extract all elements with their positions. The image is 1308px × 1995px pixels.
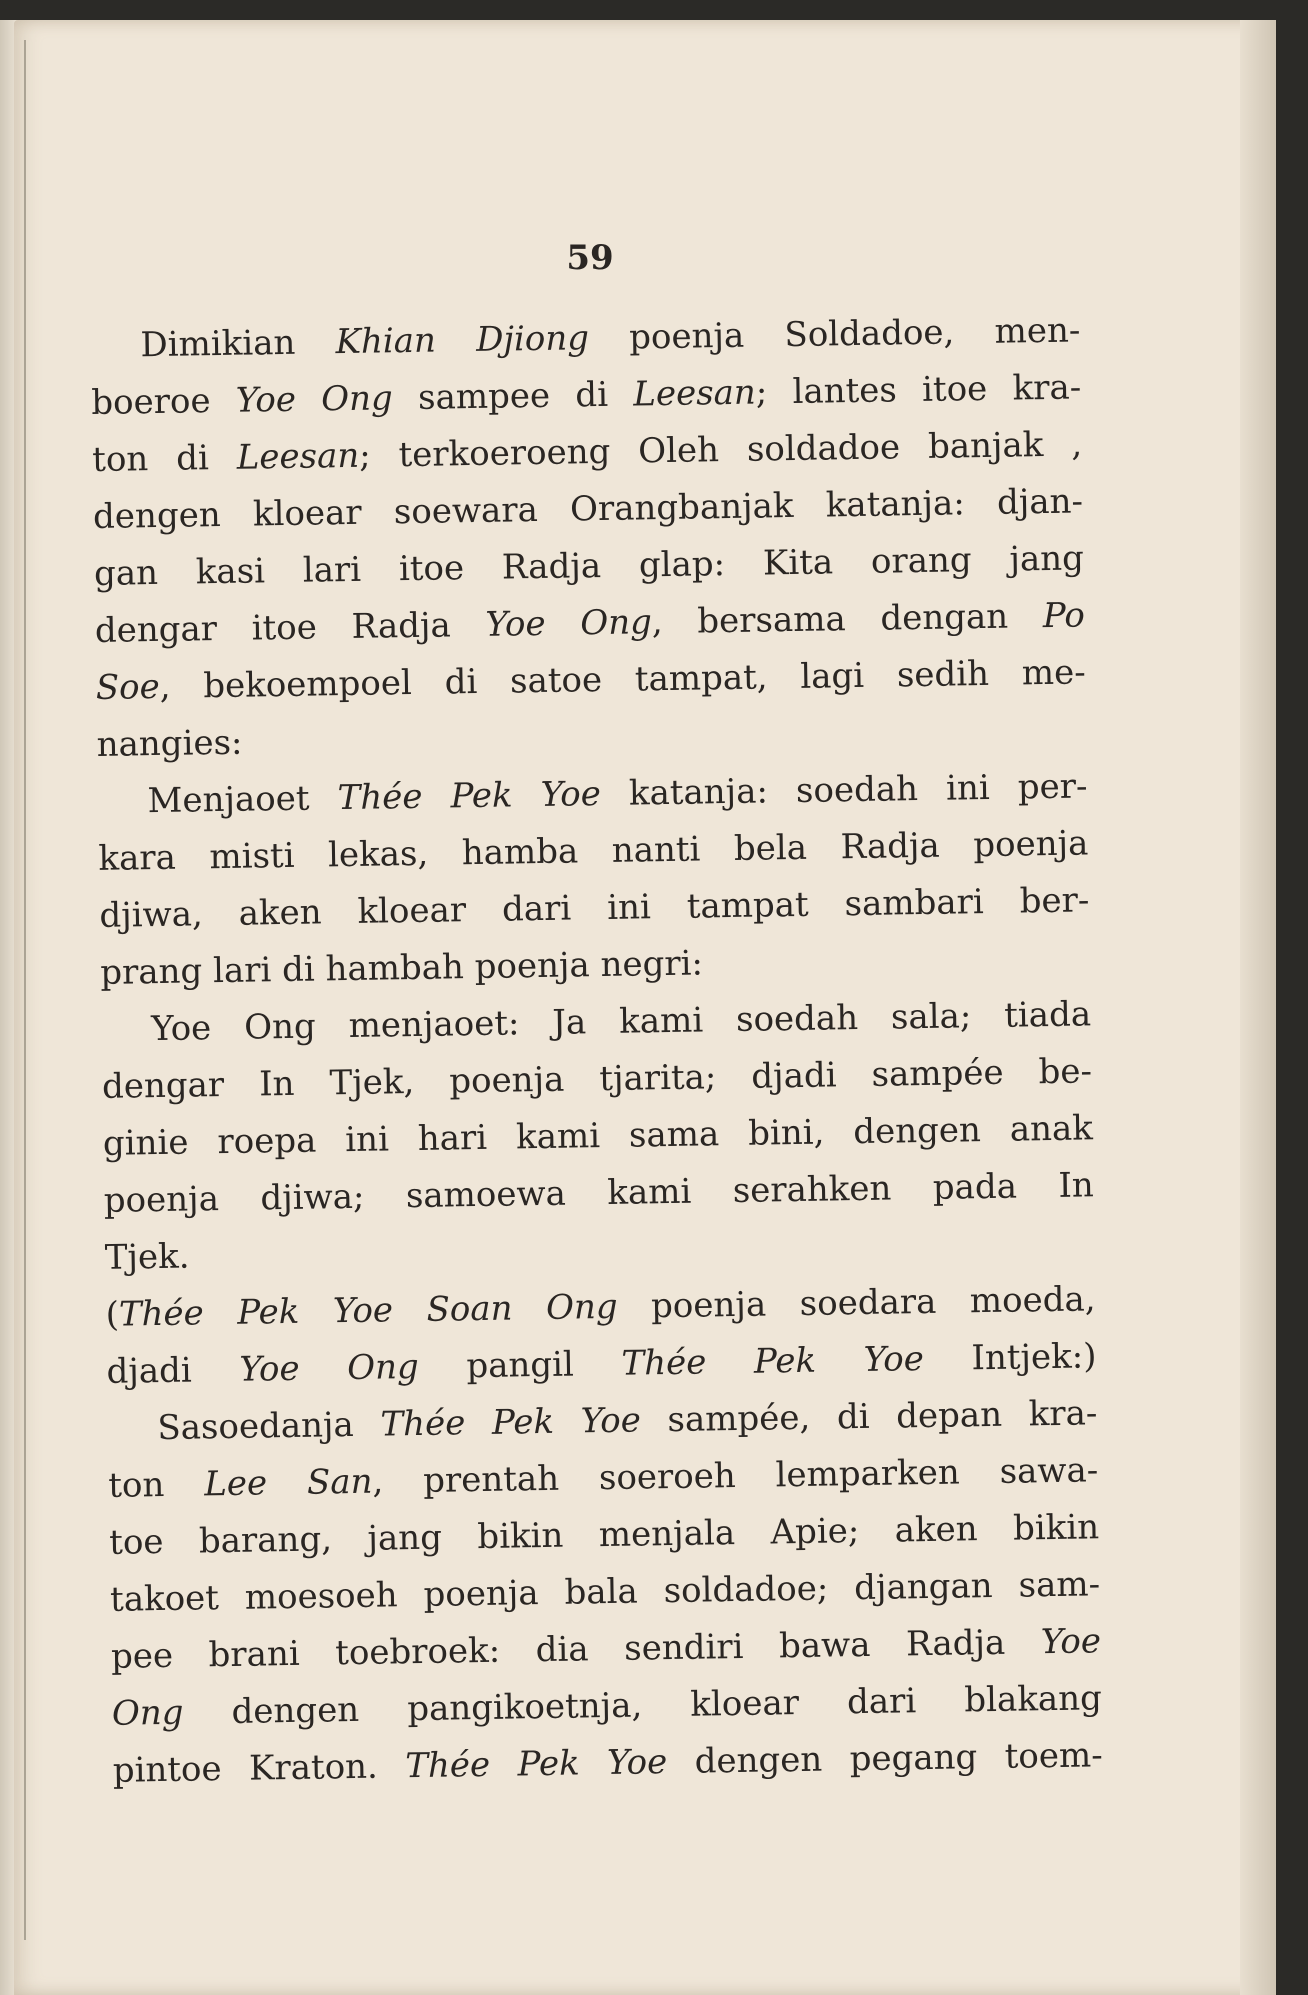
- text-run: Dimikian: [140, 322, 336, 366]
- italic-name: Thée Pek Yoe Soan Ong: [118, 1286, 618, 1335]
- text-run: sampée, di depan kra-: [640, 1393, 1098, 1441]
- italic-name: Yoe Ong: [235, 378, 394, 421]
- italic-name: Yoe Ong: [239, 1346, 420, 1390]
- italic-name: Yoe Ong: [485, 602, 653, 645]
- text-run: gan kasi lari itoe Radja glap: Kita orang jang: [93, 538, 1085, 594]
- text-run: dengen kloear soewara Orangbanjak katanja: djan-: [92, 481, 1084, 537]
- text-run: djiwa, aken kloear dari ini tampat sambari ber-: [99, 880, 1090, 936]
- text-run: dengar In Tjek, poenja tjarita; djadi sampée be-: [101, 1051, 1093, 1107]
- text-run: poenja Soldadoe, men-: [588, 310, 1081, 359]
- page-edge-right: [1240, 20, 1276, 1995]
- text-run: Tjek.: [104, 1236, 190, 1278]
- text-run: Intjek:): [923, 1336, 1097, 1380]
- italic-name: Yoe: [1040, 1621, 1102, 1663]
- text-run: pintoe Kraton.: [112, 1746, 406, 1791]
- text-run: , prentah soeroeh lemparken sawa-: [372, 1450, 1099, 1502]
- text-run: (: [105, 1294, 120, 1335]
- text-run: pee brani toebroek: dia sendiri bawa Radja: [110, 1622, 1042, 1677]
- italic-name: Po: [1042, 595, 1086, 637]
- text-run: Sasoedanja: [157, 1404, 381, 1449]
- text-run: dengen pegang toem-: [666, 1735, 1104, 1783]
- text-run: djadi: [106, 1349, 240, 1392]
- italic-name: Soe: [95, 666, 161, 708]
- text-run: ; terkoeroeng Oleh soldadoe banjak ,: [358, 424, 1083, 476]
- italic-name: Leesan: [236, 435, 360, 478]
- text-run: , bersama dengan: [651, 596, 1044, 643]
- text-run: dengen pangikoetnja, kloear dari blakang: [183, 1678, 1103, 1733]
- italic-name: Lee San: [203, 1461, 373, 1505]
- text-run: prang lari di hambah poenja negri:: [99, 943, 704, 993]
- text-run: dengar itoe Radja: [94, 604, 486, 651]
- italic-name: Ong: [111, 1692, 184, 1734]
- text-run: toe barang, jang bikin menjala Apie; aken bikin: [108, 1507, 1100, 1563]
- text-run: katanja: soedah ini per-: [600, 766, 1088, 815]
- text-run: poenja djiwa; samoewa kami serahken pada In: [103, 1165, 1095, 1221]
- italic-name: Leesan: [633, 372, 757, 415]
- text-run: Yoe Ong menjaoet: Ja kami soedah sala; tiada: [150, 994, 1092, 1050]
- text-run: ton: [108, 1464, 205, 1506]
- binding-gutter: [24, 40, 26, 1940]
- text-run: ginie roepa ini hari kami sama bini, dengen anak: [102, 1108, 1094, 1164]
- text-run: sampee di: [392, 374, 634, 419]
- page-number: 59: [566, 238, 614, 278]
- body-text: [90, 302, 1103, 1799]
- italic-name: Khian Djiong: [335, 318, 590, 363]
- italic-name: Thée Pek Yoe: [337, 774, 602, 819]
- italic-name: Thée Pek Yoe: [621, 1339, 925, 1384]
- text-run: ; lantes itoe kra-: [755, 367, 1082, 413]
- text-run: nangies:: [96, 722, 243, 765]
- text-run: takoet moesoeh poenja bala soldadoe; djangan sam-: [109, 1564, 1101, 1620]
- text-run: Menjaoet: [147, 778, 338, 822]
- text-run: boeroe: [91, 380, 237, 423]
- text-run: , bekoempoel di satoe tampat, lagi sedih me-: [159, 652, 1087, 707]
- text-run: pangil: [418, 1343, 622, 1387]
- text-run: kara misti lekas, hamba nanti bela Radja poenja: [98, 823, 1089, 879]
- italic-name: Thée Pek Yoe: [404, 1742, 668, 1787]
- text-run: ton di: [91, 437, 238, 480]
- italic-name: Thée Pek Yoe: [380, 1400, 642, 1445]
- text-run: poenja soedara moeda,: [617, 1279, 1096, 1327]
